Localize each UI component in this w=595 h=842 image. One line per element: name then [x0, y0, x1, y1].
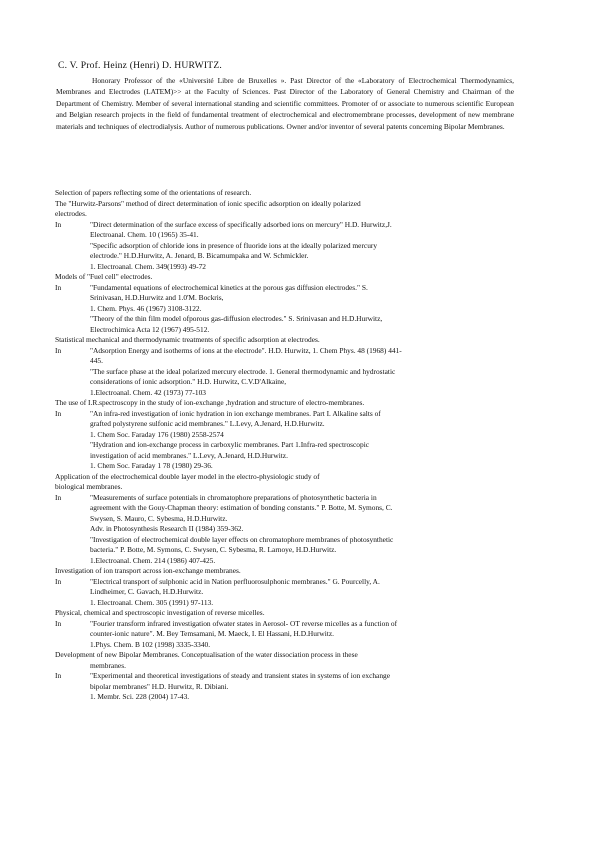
reference-line: "Fundamental equations of electrochemical kinetics at the porous gas diffusion electrodes." S.	[90, 282, 368, 292]
section-references	[55, 283, 515, 336]
reference-list	[90, 671, 515, 703]
section-references	[55, 577, 515, 609]
reference-line: 1. Chem Soc. Faraday 176 (1980) 2558-2574	[90, 429, 224, 439]
biography-paragraph: Honorary Professor of the «Université Libre de Bruxelles ». Past Director of the «Laboratory of Electrochemical Thermodynamics, Membranes and Electrodes (LATEM)>> at the Faculty of Sciences. Past Director of the Laboratory of General Chemistry and Chairman of the Department of Chemistry. Member of several international standing and scientific committees. Promoter of or associate to numerous scientific European and Belgian research projects in the field of fundamental treatment of electrochemical and electromembrane processes, development of new membrane materials and techniques of electrodialysis. Author of numerous publications. Owner and/or inventor of several patents concerning Bipolar Membranes.	[56, 76, 514, 131]
reference-line: bacteria." P. Botte, M. Symons, C. Swysen, C. Sybesma, R. Larnoye, H.D.Hurwitz.	[90, 545, 337, 554]
research-section	[55, 650, 515, 703]
reference-line: "Electrical transport of sulphonic acid in Nation perfluorosulphonic membranes." G. Pourcelly, A.	[90, 576, 380, 586]
research-section	[55, 398, 515, 472]
reference-list	[90, 346, 515, 399]
reference-line: "Theory of the thin film model ofporous gas-diffusion electrodes." S. Srinivasan and H.D.Hurwitz,	[90, 314, 383, 323]
in-label: In	[55, 282, 62, 292]
reference-list	[90, 577, 515, 609]
reference-entry	[90, 409, 515, 441]
reference-line: "Hydration and ion-exchange process in carboxylic membranes. Part 1.Infra-red spectroscopic	[90, 440, 370, 449]
section-heading: The "Hurwitz-Parsons" method of direct determination of ionic specific adsorption on ideally polarized	[55, 198, 361, 208]
reference-line: "Direct determination of the surface excess of specifically adsorbed ions on mercury" H.D. Hurwitz,J.	[90, 219, 392, 229]
reference-list	[90, 220, 515, 273]
reference-list	[90, 493, 515, 567]
reference-line: "An infra-red investigation of ionic hydration in ion exchange membranes. Part I. Alkaline salts of	[90, 408, 381, 418]
in-label: In	[55, 576, 62, 586]
sections-container	[55, 199, 515, 703]
reference-entry	[90, 346, 515, 367]
reference-line: "Fourier transform infrared investigation ofwater states in Aerosol- OT reverse micelles as a function of	[90, 618, 398, 628]
section-references	[55, 619, 515, 651]
reference-entry	[90, 241, 515, 273]
research-section	[55, 566, 515, 608]
reference-entry	[90, 671, 515, 703]
section-heading-continued: electrodes.	[55, 209, 87, 218]
reference-line: grafted polystyrene sulfonic acid membranes." L.Levy, A.Jenard, H.D.Hurwitz.	[90, 419, 325, 428]
research-section	[55, 199, 515, 273]
reference-line: Swysen, S. Mauro, C. Sybesma, H.D.Hurwitz.	[90, 513, 228, 523]
section-references	[55, 346, 515, 399]
reference-entry	[90, 314, 515, 335]
reference-line: "Measurements of surface potentials in chromatophore preparations of photosynthetic bacteria in	[90, 492, 377, 502]
research-section	[55, 335, 515, 398]
reference-entry	[90, 577, 515, 609]
section-heading: Models of "Fuel cell" electrodes.	[55, 272, 153, 281]
reference-line: "Investigation of electrochemical double layer effects on chromatophore membranes of photosynthetic	[90, 534, 394, 544]
research-section	[55, 608, 515, 650]
reference-line: Srinivasan, H.D.Hurwitz and 1.0'M. Bockris,	[90, 293, 224, 302]
section-heading-continued: biological membranes.	[55, 482, 123, 491]
reference-line: 1. Chem. Phys. 46 (1967) 3108-3122.	[90, 303, 202, 313]
reference-line: counter-ionic nature". M. Bey Temsamani, M. Maeck, I. El Hassani, H.D.Hurwitz.	[90, 629, 334, 638]
reference-line: Electrochimica Acta 12 (1967) 495-512.	[90, 324, 210, 334]
papers-intro: Selection of papers reflecting some of the orientations of research.	[55, 188, 252, 197]
reference-line: 1.Electroanal. Chem. 214 (1986) 407-425.	[90, 555, 216, 565]
reference-line: 1.Phys. Chem. B 102 (1998) 3335-3340.	[90, 639, 211, 649]
reference-entry	[90, 283, 515, 315]
in-label: In	[55, 219, 62, 229]
reference-list	[90, 619, 515, 651]
reference-list	[90, 283, 515, 336]
reference-line: 1. Chem Soc. Faraday 1 78 (1980) 29-36.	[90, 461, 213, 470]
reference-entry	[90, 367, 515, 399]
reference-entry	[90, 220, 515, 241]
reference-line: Lindheimer, C. Gavach, H.D.Hurwitz.	[90, 587, 204, 596]
section-heading: Statistical mechanical and thermodynamic treatments of specific adsorption at electrodes.	[55, 335, 320, 344]
section-heading: Physical, chemical and spectroscopic investigation of reverse micelles.	[55, 608, 265, 617]
section-heading: Application of the electrochemical double layer model in the electro-physiologic study of	[55, 471, 320, 481]
section-references	[55, 493, 515, 567]
reference-line: 1. Electroanal. Chem. 349(1993) 49-72	[90, 261, 206, 271]
reference-line: bipolar membranes" H.D. Hurwitz, R. Dibiani.	[90, 681, 229, 691]
reference-line: investigation of acid membranes." L.Levy, A.Jenard, H.D.Hurwitz.	[90, 450, 288, 460]
reference-entry	[90, 440, 515, 472]
section-heading: Investigation of ion transport across ion-exchange membranes.	[55, 566, 241, 575]
in-label: In	[55, 492, 62, 502]
reference-line: "Specific adsorption of chloride ions in presence of fluoride ions at the ideally polarized mercury	[90, 240, 378, 250]
reference-line: 1.Electroanal. Chem. 42 (1973) 77-103	[90, 387, 206, 397]
reference-entry	[90, 493, 515, 535]
papers-list	[55, 188, 515, 703]
reference-line: 1. Electroanal. Chem. 305 (1991) 97-113.	[90, 597, 214, 607]
reference-line: agreement with the Gouy-Chapman theory: estimation of bonding constants." P. Botte, M. Symons, C.	[90, 503, 393, 512]
in-label: In	[55, 408, 62, 418]
reference-list	[90, 409, 515, 472]
reference-line: "Experimental and theoretical investigations of steady and transient states in systems of ion exchange	[90, 671, 390, 680]
section-heading: The use of I.R.spectroscopy in the study of ion-exchange ,hydration and structure of electro-membranes.	[55, 398, 365, 407]
reference-line: 1. Membr. Sci. 228 (2004) 17-43.	[90, 692, 190, 701]
in-label: In	[55, 345, 62, 355]
reference-entry	[90, 619, 515, 651]
research-section	[55, 272, 515, 335]
reference-line: "Adsorption Energy and isotherms of ions at the electrode". H.D. Hurwitz, 1. Chem Phys. 48 (1968) 441-	[90, 345, 402, 355]
section-heading-continued: membranes.	[90, 660, 126, 670]
reference-line: "The surface phase at the ideal polarized mercury electrode. 1. General thermodynamic and hydrostatic	[90, 366, 396, 376]
reference-line: 445.	[90, 356, 103, 365]
section-references	[55, 220, 515, 273]
section-references	[55, 409, 515, 472]
reference-line: electrode." H.D.Hurwitz, A. Jenard, B. Bicamumpaka and W. Schmickler.	[90, 251, 309, 260]
research-section	[55, 472, 515, 567]
section-references	[55, 671, 515, 703]
in-label: In	[55, 671, 62, 680]
reference-line: Adv. in Photosynthesis Research II (1984) 359-362.	[90, 524, 244, 533]
cv-header: C. V. Prof. Heinz (Henri) D. HURWITZ.	[58, 60, 222, 71]
reference-line: considerations of ionic adsorption." H.D. Hurwitz, C.V.D'Alkaine,	[90, 377, 287, 386]
in-label: In	[55, 618, 62, 628]
section-heading: Development of new Bipolar Membranes. Conceptualisation of the water dissociation process in these	[55, 650, 358, 659]
reference-entry	[90, 535, 515, 567]
reference-line: Electroanal. Chem. 10 (1965) 35-41.	[90, 230, 199, 239]
